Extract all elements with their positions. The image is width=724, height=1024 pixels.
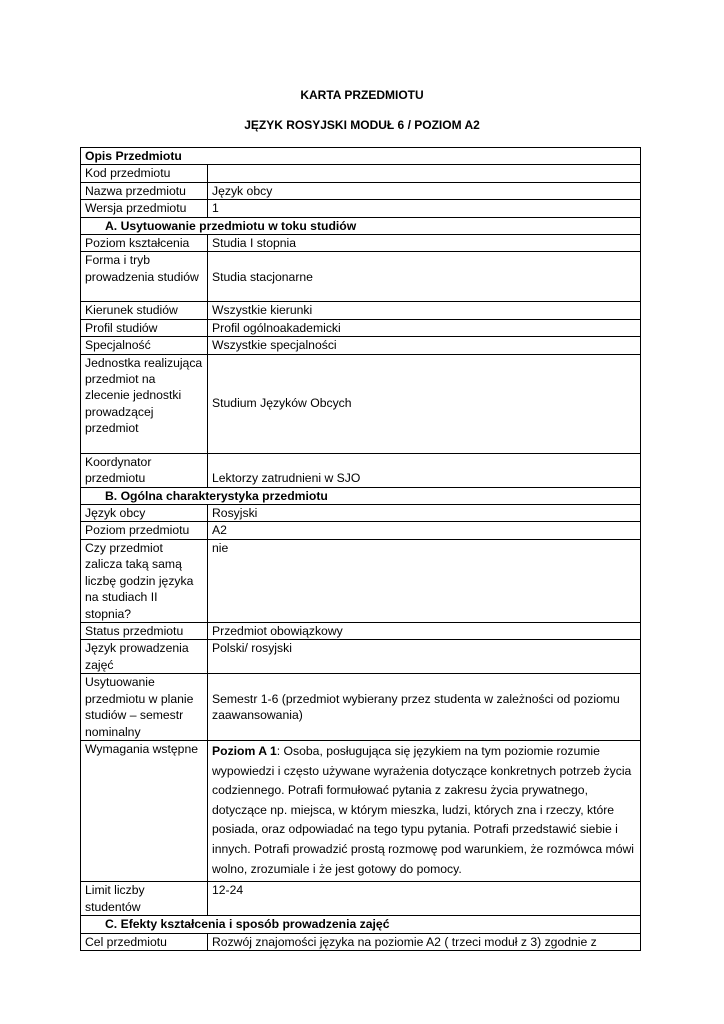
row-value: Semestr 1-6 (przedmiot wybierany przez studenta w zależności od poziomu zaawansowania) bbox=[208, 674, 641, 741]
row-value: Wszystkie kierunki bbox=[208, 302, 641, 319]
row-label: Limit liczby studentów bbox=[81, 882, 208, 916]
row-label: Cel przedmiotu bbox=[81, 933, 208, 950]
row-label: Czy przedmiot zalicza taką samą liczbę godzin języka na studiach II stopnia? bbox=[81, 539, 208, 622]
table-row bbox=[81, 882, 641, 916]
requirements-value bbox=[208, 740, 641, 881]
section-heading-b: B. Ogólna charakterystyka przedmiotu bbox=[81, 487, 641, 504]
table-row bbox=[81, 505, 641, 522]
document-title: KARTA PRZEDMIOTU bbox=[300, 88, 424, 102]
table-row bbox=[81, 235, 641, 252]
document-subtitle: JĘZYK ROSYJSKI MODUŁ 6 / POZIOM A2 bbox=[244, 118, 480, 132]
row-label: Kierunek studiów bbox=[81, 302, 208, 319]
table-row bbox=[81, 916, 641, 933]
row-label: Nazwa przedmiotu bbox=[81, 182, 208, 199]
table-row bbox=[81, 302, 641, 319]
table-row bbox=[81, 933, 641, 950]
row-value: Język obcy bbox=[208, 182, 641, 199]
row-value: A2 bbox=[208, 522, 641, 539]
table-row bbox=[81, 487, 641, 504]
table-row bbox=[81, 622, 641, 639]
table-row bbox=[81, 217, 641, 234]
row-value: Rozwój znajomości języka na poziomie A2 ( trzeci moduł z 3) zgodnie z bbox=[208, 933, 641, 950]
row-value: Studia I stopnia bbox=[208, 235, 641, 252]
table-row bbox=[81, 539, 641, 622]
row-value: Studium Języków Obcych bbox=[208, 354, 641, 453]
row-label: Poziom kształcenia bbox=[81, 235, 208, 252]
table-row bbox=[81, 522, 641, 539]
row-label: Status przedmiotu bbox=[81, 622, 208, 639]
table-row bbox=[81, 252, 641, 302]
section-heading-opis: Opis Przedmiotu bbox=[81, 148, 641, 165]
row-label: Usytuowanie przedmiotu w planie studiów – semestr nominalny bbox=[81, 674, 208, 741]
row-label: Profil studiów bbox=[81, 319, 208, 336]
table-row bbox=[81, 674, 641, 741]
row-label: Kod przedmiotu bbox=[81, 165, 208, 182]
row-label: Specjalność bbox=[81, 337, 208, 354]
row-value bbox=[208, 165, 641, 182]
row-value: Lektorzy zatrudnieni w SJO bbox=[208, 453, 641, 487]
table-row bbox=[81, 740, 641, 881]
table-row bbox=[81, 165, 641, 182]
table-row bbox=[81, 337, 641, 354]
table-row bbox=[81, 182, 641, 199]
row-value: Przedmiot obowiązkowy bbox=[208, 622, 641, 639]
row-value: Studia stacjonarne bbox=[208, 252, 641, 302]
course-card-table bbox=[80, 147, 641, 951]
row-label: Poziom przedmiotu bbox=[81, 522, 208, 539]
row-label: Koordynator przedmiotu bbox=[81, 453, 208, 487]
row-value: Polski/ rosyjski bbox=[208, 640, 641, 674]
table-row bbox=[81, 640, 641, 674]
row-label: Forma i tryb prowadzenia studiów bbox=[81, 252, 208, 302]
table-row bbox=[81, 200, 641, 217]
row-value: 1 bbox=[208, 200, 641, 217]
row-value: Profil ogólnoakademicki bbox=[208, 319, 641, 336]
row-label: Wymagania wstępne bbox=[81, 740, 208, 881]
requirements-text: : Osoba, posługująca się językiem na tym poziomie rozumie wypowiedzi i często używane wyrażenia dotyczące konkretnych potrzeb życia codziennego. Potrafi formułować pytania z zakresu życia prywatnego, dotyczące np. miejsca, w którym mieszka, ludzi, których zna i rzeczy, które posiada, oraz odpowiadać na tego typu pytania. Potrafi przedstawić siebie i innych. Potrafi prowadzić prostą rozmowę pod warunkiem, że rozmówca mówi wolno, zrozumiale i że jest gotowy do pomocy. bbox=[212, 743, 634, 876]
row-label: Język prowadzenia zajęć bbox=[81, 640, 208, 674]
table-row bbox=[81, 319, 641, 336]
row-value: Wszystkie specjalności bbox=[208, 337, 641, 354]
section-heading-a: A. Usytuowanie przedmiotu w toku studiów bbox=[81, 217, 641, 234]
row-label: Wersja przedmiotu bbox=[81, 200, 208, 217]
row-value: nie bbox=[208, 539, 641, 622]
requirements-level: Poziom A 1 bbox=[212, 743, 277, 758]
table-row bbox=[81, 148, 641, 165]
row-label: Język obcy bbox=[81, 505, 208, 522]
row-value: 12-24 bbox=[208, 882, 641, 916]
table-row bbox=[81, 453, 641, 487]
section-heading-c: C. Efekty kształcenia i sposób prowadzenia zajęć bbox=[81, 916, 641, 933]
row-value: Rosyjski bbox=[208, 505, 641, 522]
row-label: Jednostka realizująca przedmiot na zlecenie jednostki prowadzącej przedmiot bbox=[81, 354, 208, 453]
table-row bbox=[81, 354, 641, 453]
